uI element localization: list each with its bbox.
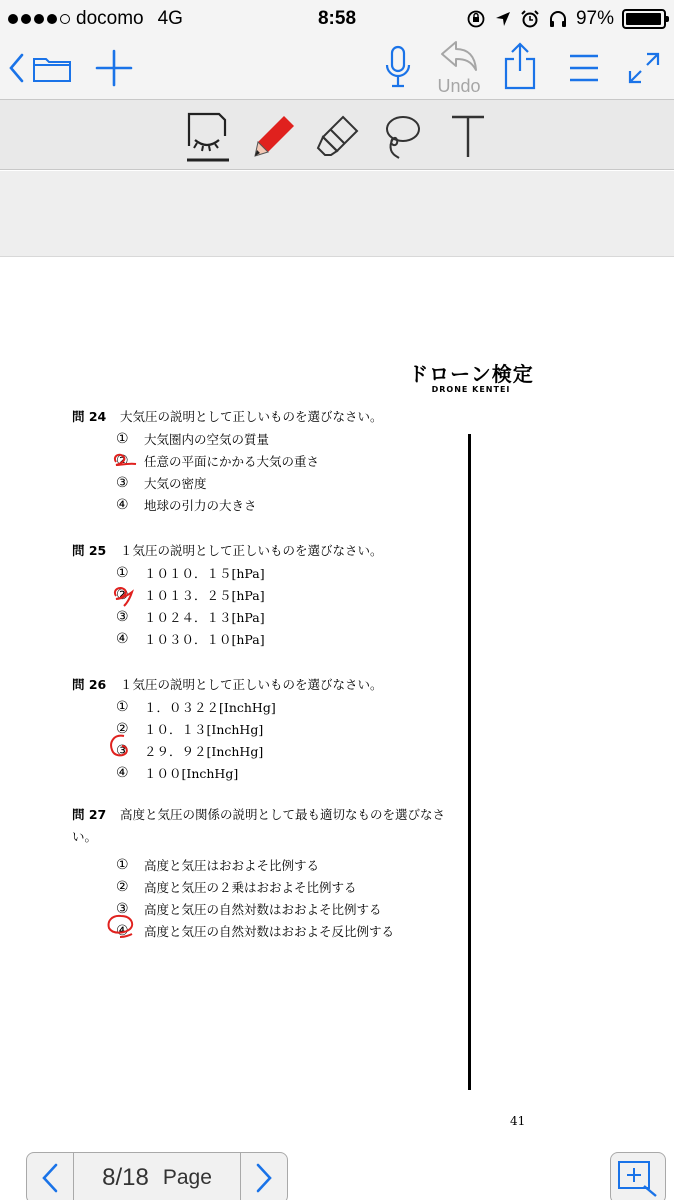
pen-tool[interactable] (246, 110, 302, 162)
headphones-icon (548, 9, 568, 29)
option-3: ③ 高度と気圧の自然対数はおおよそ比例する (116, 901, 382, 917)
eraser-tool[interactable] (310, 110, 366, 162)
chevron-right-icon (255, 1163, 273, 1193)
question-27 (72, 804, 464, 942)
option-4: ④ 高度と気圧の自然対数はおおよそ反比例する (116, 923, 395, 939)
logo-main-text: ドローン検定 (408, 362, 534, 386)
add-button[interactable] (92, 48, 136, 88)
option-1: ① １．０３２２[InchHg] (116, 699, 276, 715)
orientation-lock-icon (466, 9, 486, 29)
previous-page-button[interactable] (27, 1153, 73, 1200)
folder-button[interactable] (30, 50, 74, 86)
signal-strength-icon (8, 14, 70, 24)
read-mode-tool[interactable] (180, 110, 236, 162)
menu-icon (568, 52, 600, 84)
undo-icon (440, 40, 478, 72)
question-text: １気圧の説明として正しいものを選びなさい。 (120, 677, 383, 692)
eraser-icon (315, 113, 361, 159)
microphone-button[interactable] (380, 44, 416, 90)
page-navigator (26, 1152, 288, 1200)
text-tool[interactable] (440, 110, 496, 162)
option-2: ② １０．１３[InchHg] (116, 721, 264, 737)
option-3: ③ １０２４．１３[hPa] (116, 609, 265, 625)
option-2: ② １０１３．２５[hPa] (116, 587, 265, 603)
zoom-add-icon (616, 1158, 660, 1198)
page-divider-line (468, 434, 471, 1090)
question-number: 問 24 (72, 409, 107, 424)
undo-label: Undo (437, 76, 481, 96)
option-4: ④ 地球の引力の大きさ (116, 497, 257, 513)
question-26 (72, 672, 383, 784)
location-arrow-icon (494, 10, 512, 28)
option-1: ① 大気圏内の空気の質量 (116, 431, 270, 447)
bottom-bar (0, 1140, 674, 1200)
undo-button[interactable] (432, 40, 486, 98)
option-4: ④ １０３０．１０[hPa] (116, 631, 265, 647)
lasso-icon (379, 112, 425, 160)
share-icon (503, 41, 537, 91)
drone-kentei-logo (406, 358, 536, 394)
question-text: 大気圧の説明として正しいものを選びなさい。 (120, 409, 383, 424)
expand-icon (627, 51, 661, 85)
battery-percent: 97% (575, 8, 614, 29)
question-25 (72, 538, 383, 650)
microphone-icon (384, 45, 412, 89)
zoom-button[interactable] (610, 1152, 666, 1200)
clock: 8:58 (317, 8, 357, 29)
page-number: 41 (510, 1114, 526, 1128)
share-button[interactable] (500, 40, 540, 92)
question-number: 問 26 (72, 677, 107, 692)
network-type: 4G (157, 8, 183, 29)
back-chevron-icon (8, 53, 24, 83)
pen-icon (251, 113, 297, 159)
option-3: ③ 大気の密度 (116, 475, 207, 491)
menu-button[interactable] (564, 48, 604, 88)
folder-icon (32, 53, 72, 83)
chevron-left-icon (41, 1163, 59, 1193)
toolbar-spacer (0, 171, 674, 257)
logo-sub-text: DRONE KENTEI (431, 385, 511, 394)
expand-button[interactable] (624, 48, 664, 88)
read-mode-icon (183, 110, 233, 162)
status-bar (0, 0, 674, 38)
battery-icon (622, 9, 666, 29)
option-1: ① 高度と気圧はおおよそ比例する (116, 857, 320, 873)
page-indicator[interactable] (73, 1153, 241, 1200)
add-icon (95, 49, 133, 87)
top-toolbar (0, 38, 674, 100)
next-page-button[interactable] (241, 1153, 287, 1200)
page-count: 8/18 (102, 1164, 149, 1191)
document-page[interactable] (0, 258, 674, 1140)
option-3: ③ ２９．９２[InchHg] (116, 743, 264, 759)
page-label: Page (162, 1166, 212, 1189)
drawing-tools-bar (0, 100, 674, 170)
back-button[interactable] (4, 50, 28, 86)
option-2: ② 任意の平面にかかる大気の重さ (116, 453, 320, 469)
question-text: 高度と気圧の関係の説明として最も適切なものを選びなさい。 (72, 807, 446, 844)
option-2: ② 高度と気圧の２乗はおおよそ比例する (116, 879, 357, 895)
option-1: ① １０１０．１５[hPa] (116, 565, 265, 581)
lasso-tool[interactable] (374, 110, 430, 162)
question-24 (72, 404, 383, 516)
text-icon (448, 113, 488, 159)
question-number: 問 27 (72, 807, 107, 822)
question-text: １気圧の説明として正しいものを選びなさい。 (120, 543, 383, 558)
carrier-name: docomo (76, 8, 144, 29)
option-4: ④ １００[InchHg] (116, 765, 239, 781)
question-number: 問 25 (72, 543, 107, 558)
alarm-icon (520, 9, 540, 29)
